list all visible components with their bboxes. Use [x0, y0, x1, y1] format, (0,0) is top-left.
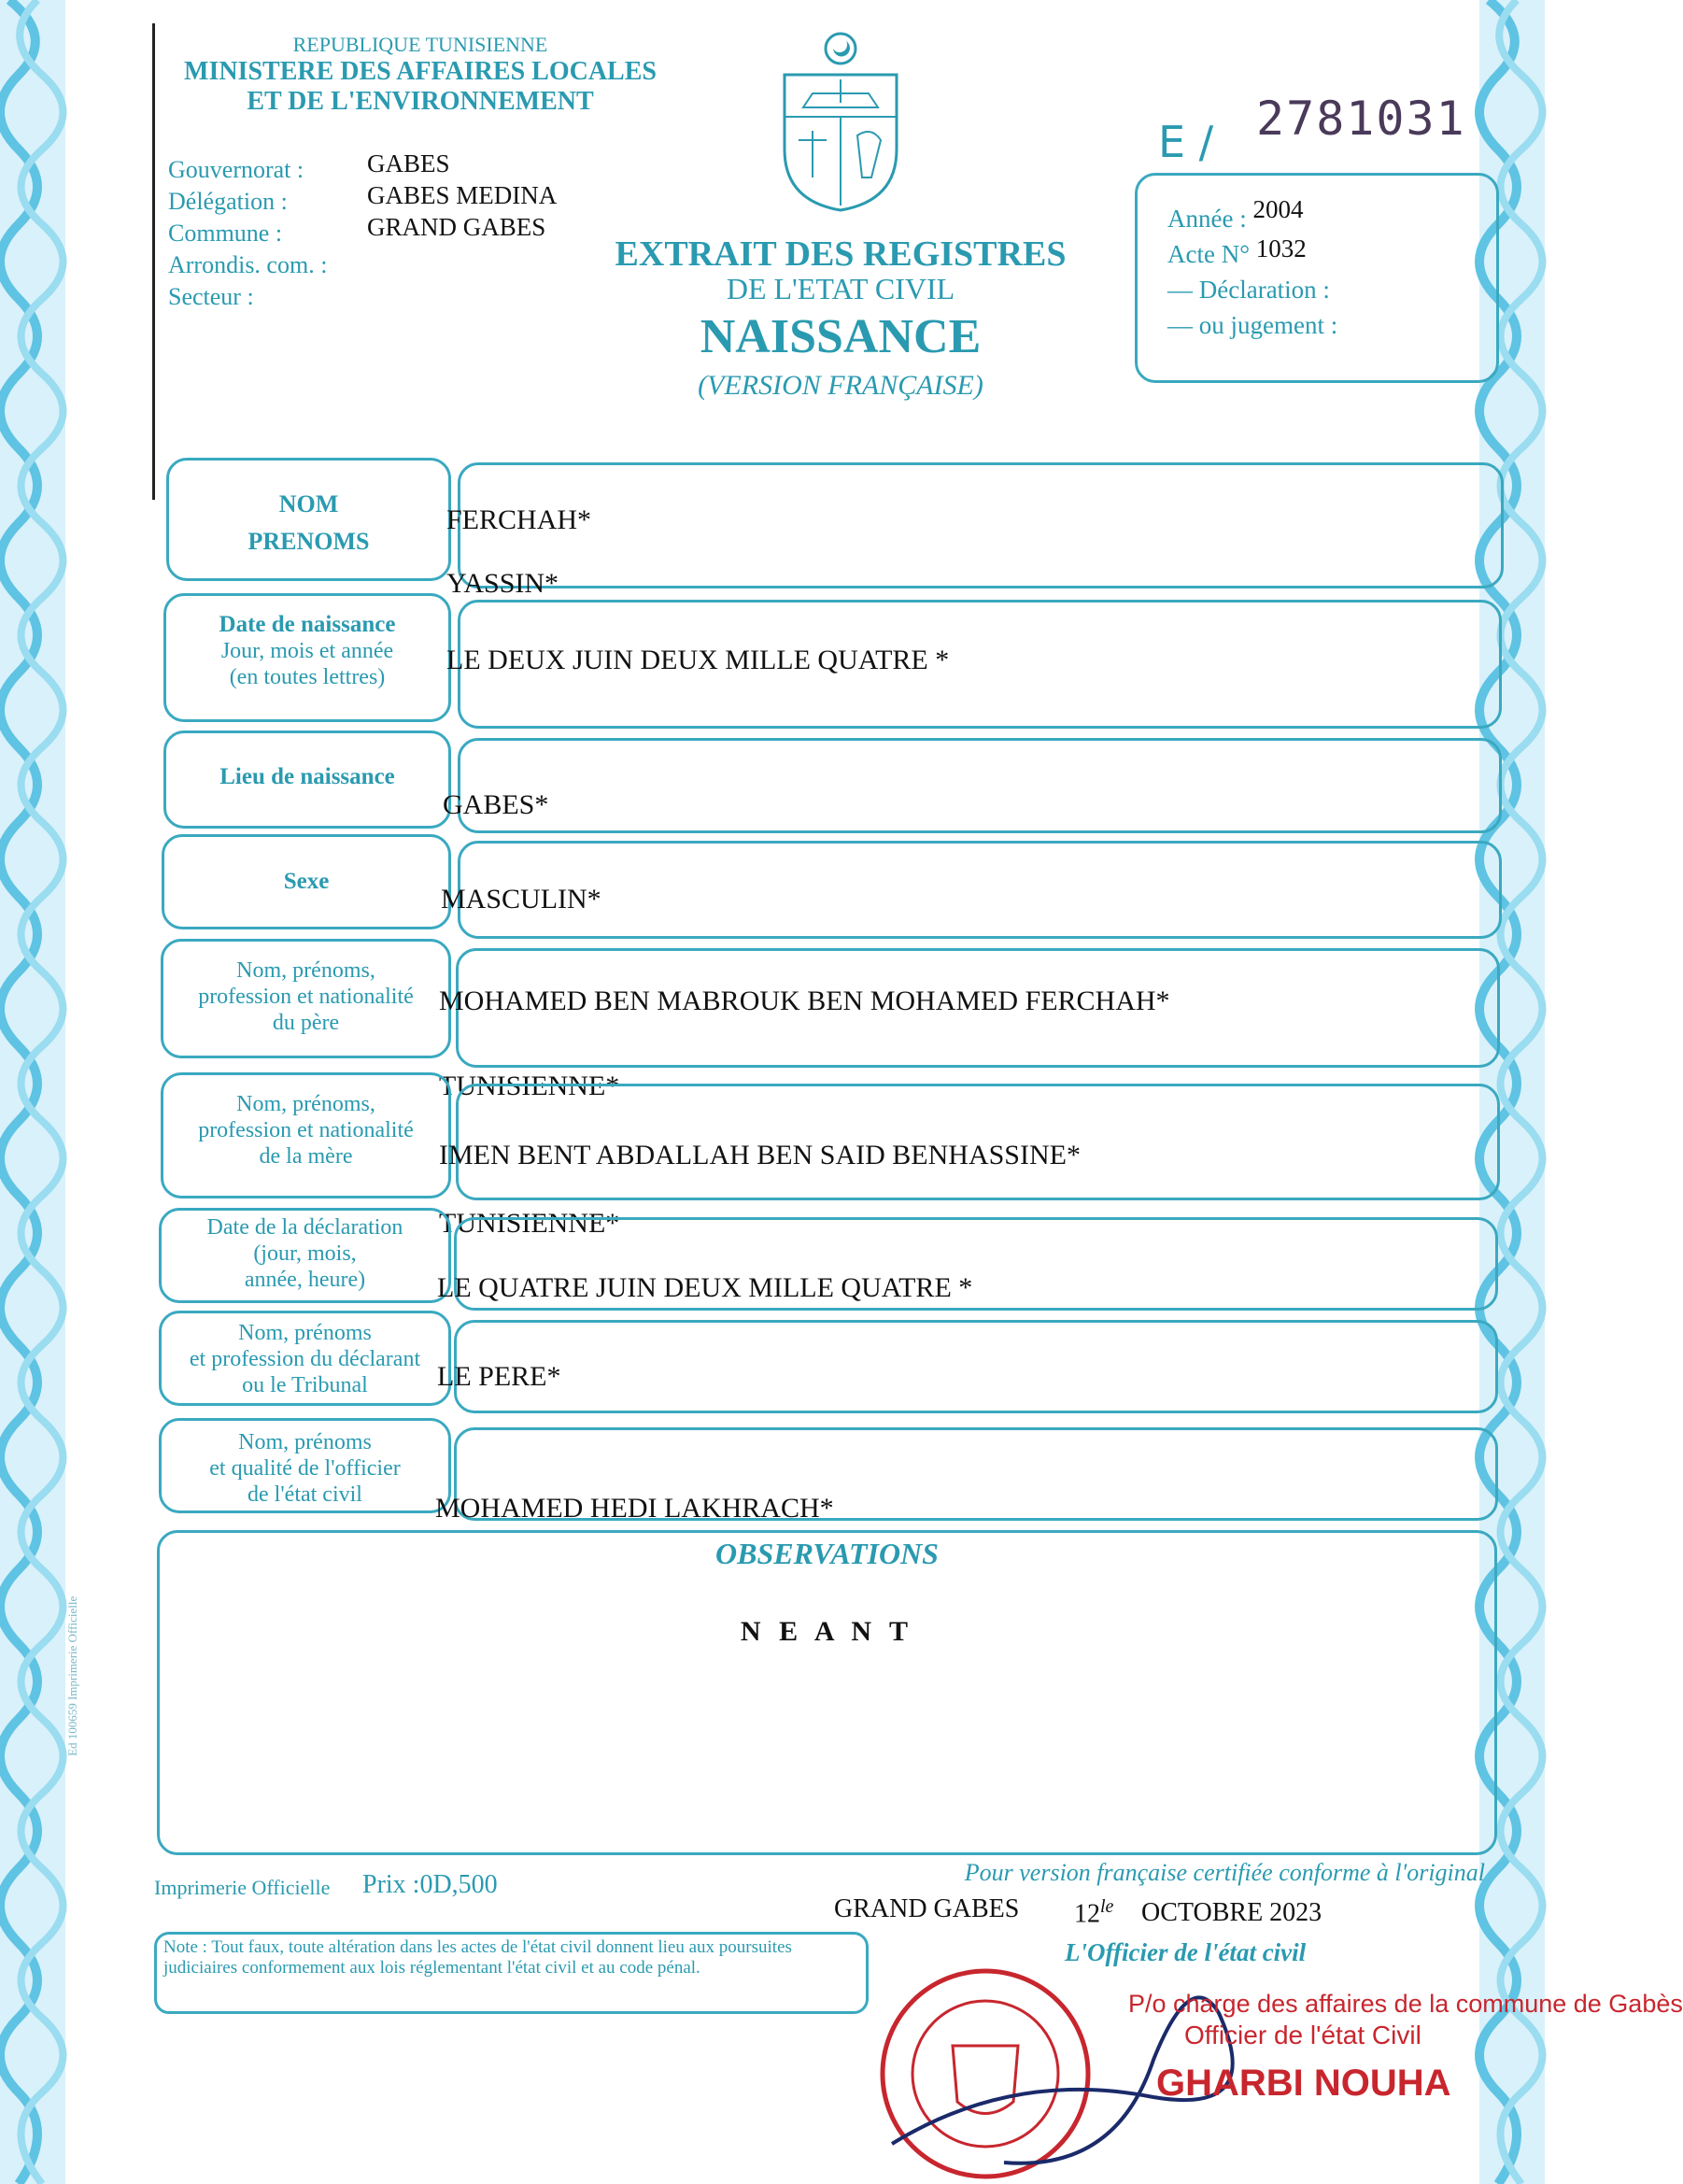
- acte-box-content: [1167, 195, 1338, 343]
- mere-label-line1: Nom, prénoms,: [236, 1092, 375, 1116]
- declaration-label-line2: (jour, mois,: [253, 1241, 357, 1266]
- declarant-value: LE PERE*: [437, 1361, 561, 1392]
- lieu-label: Lieu de naissance: [219, 764, 395, 789]
- nom-label: [166, 486, 451, 560]
- mere-value: IMEN BENT ABDALLAH BEN SAID BENHASSINE*: [439, 1140, 1081, 1170]
- prix-label: Prix :0D,500: [362, 1870, 498, 1899]
- ministry-header: [177, 33, 663, 117]
- delegation-value: GABES MEDINA: [367, 181, 558, 209]
- footer-day-suffix: le: [1100, 1896, 1114, 1917]
- mere-label-line3: de la mère: [259, 1144, 353, 1169]
- declaration-value: LE QUATRE JUIN DEUX MILLE QUATRE *: [437, 1272, 973, 1303]
- mere-label: [161, 1091, 451, 1170]
- officier-label-line1: Nom, prénoms: [238, 1430, 372, 1454]
- date-naissance-label-line1: Date de naissance: [219, 612, 396, 637]
- pere-label-line2: profession et nationalité: [198, 985, 414, 1009]
- declarant-label-line2: et profession du déclarant: [189, 1347, 421, 1371]
- declaration-label: — Déclaration :: [1167, 276, 1330, 304]
- serial-number: 2781031: [1256, 92, 1466, 146]
- officier-value: MOHAMED HEDI LAKHRACH*: [435, 1493, 834, 1524]
- jugement-label: — ou jugement :: [1167, 311, 1338, 339]
- stamp-line1: P/o charge des affaires de la commune de Gabès: [1128, 1990, 1683, 2018]
- title-main: NAISSANCE: [700, 310, 982, 363]
- note-text: Note : Tout faux, toute altération dans les actes de l'état civil donnent lieu aux poursuites judiciaires conformement aux lois réglementant l'état civil et au code pénal.: [163, 1937, 792, 1978]
- commune-label: Commune :: [168, 220, 283, 247]
- coat-of-arms-icon: [775, 28, 906, 215]
- footer-lieu: GRAND GABES: [834, 1894, 1020, 1923]
- location-labels: [168, 154, 327, 313]
- ministry-line2: ET DE L'ENVIRONNEMENT: [247, 87, 594, 116]
- left-decorative-border: [0, 0, 65, 2184]
- date-naissance-label: [163, 612, 451, 690]
- republic-label: REPUBLIQUE TUNISIENNE: [292, 33, 548, 56]
- acte-label: Acte N°: [1167, 240, 1251, 268]
- stamp-line2: Officier de l'état Civil: [1184, 2021, 1421, 2049]
- gouvernorat-value: GABES: [367, 149, 450, 177]
- observations-box: [157, 1530, 1497, 1855]
- footer-day-number: 12: [1074, 1899, 1100, 1929]
- stamp-line3: GHARBI NOUHA: [1156, 2063, 1451, 2104]
- certification-text: Pour version française certifiée conforme à l'original: [964, 1859, 1485, 1886]
- nom-label-line2: PRENOMS: [248, 528, 370, 555]
- declaration-label-line1: Date de la déclaration: [206, 1215, 403, 1240]
- observations-value: N E A N T: [740, 1616, 914, 1647]
- gouvernorat-label: Gouvernorat :: [168, 156, 304, 183]
- declaration-label-line3: année, heure): [244, 1268, 366, 1292]
- commune-value: GRAND GABES: [367, 213, 546, 241]
- officier-label-line2: et qualité de l'officier: [209, 1456, 401, 1481]
- declarant-value-box: [454, 1320, 1498, 1413]
- footer-day: [1074, 1896, 1113, 1929]
- nom-label-line1: NOM: [278, 490, 339, 518]
- lieu-value-box: [458, 738, 1502, 833]
- arrondissement-label: Arrondis. com. :: [168, 251, 328, 278]
- serial-prefix: E /: [1158, 117, 1214, 167]
- declarant-label-line3: ou le Tribunal: [242, 1373, 368, 1397]
- title-version: (VERSION FRANÇAISE): [698, 370, 983, 401]
- acte-value: 1032: [1255, 234, 1307, 262]
- title-line1: EXTRAIT DES REGISTRES: [615, 234, 1067, 274]
- sexe-value-box: [458, 841, 1502, 939]
- secteur-label: Secteur :: [168, 283, 254, 310]
- side-print-text: Ed 100659 Imprimerie Officielle: [65, 1595, 79, 1756]
- ministry-line1: MINISTERE DES AFFAIRES LOCALES: [184, 57, 657, 86]
- annee-label: Année :: [1167, 205, 1247, 233]
- date-naissance-label-line3: (en toutes lettres): [229, 665, 386, 689]
- officier-signature-label: L'Officier de l'état civil: [1065, 1938, 1307, 1966]
- observations-title: OBSERVATIONS: [715, 1537, 939, 1570]
- mere-label-line2: profession et nationalité: [198, 1118, 414, 1142]
- declarant-label: [159, 1320, 451, 1398]
- prenom-value: YASSIN*: [446, 568, 559, 599]
- imprimerie-label: Imprimerie Officielle: [154, 1876, 331, 1899]
- title-line2: DE L'ETAT CIVIL: [726, 272, 955, 305]
- document-title: [579, 235, 1102, 402]
- date-naissance-label-line2: Jour, mois et année: [220, 639, 394, 663]
- lieu-value: GABES*: [443, 789, 549, 820]
- pere-label-line3: du père: [272, 1011, 340, 1035]
- mere-nationality: TUNISIENNE*: [439, 1208, 620, 1239]
- date-naissance-value: LE DEUX JUIN DEUX MILLE QUATRE *: [446, 645, 950, 675]
- sexe-label: Sexe: [283, 869, 330, 894]
- nom-value-box: [458, 462, 1504, 589]
- pere-value: MOHAMED BEN MABROUK BEN MOHAMED FERCHAH*: [439, 986, 1170, 1016]
- pere-label: [161, 957, 451, 1036]
- pere-nationality: TUNISIENNE*: [439, 1071, 620, 1101]
- officier-label-line3: de l'état civil: [248, 1482, 362, 1507]
- delegation-label: Délégation :: [168, 188, 288, 215]
- declarant-label-line1: Nom, prénoms: [238, 1321, 372, 1345]
- nom-value: FERCHAH*: [446, 504, 592, 535]
- annee-value: 2004: [1252, 195, 1304, 223]
- footer-date: OCTOBRE 2023: [1141, 1898, 1322, 1927]
- officier-label: [159, 1429, 451, 1508]
- location-values: [367, 148, 557, 243]
- sexe-value: MASCULIN*: [441, 884, 601, 915]
- declaration-row-label: [159, 1214, 451, 1293]
- pere-label-line1: Nom, prénoms,: [236, 958, 375, 983]
- left-black-rule: [152, 23, 155, 500]
